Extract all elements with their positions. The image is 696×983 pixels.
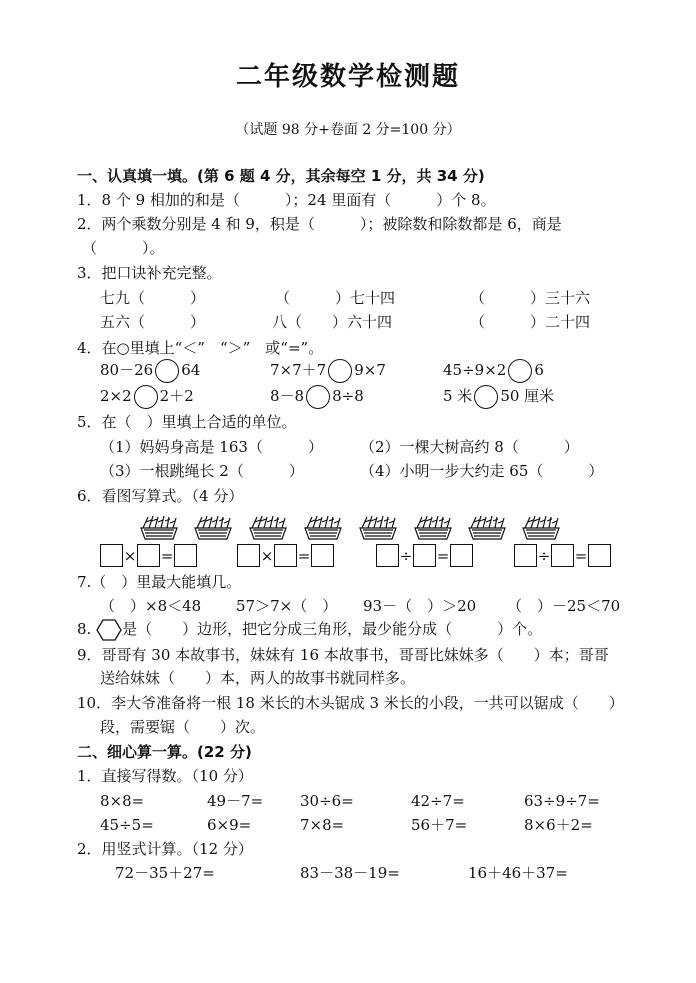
answer-box[interactable]: [237, 544, 260, 567]
compare-circle[interactable]: [155, 359, 179, 383]
q4-left: 8－8: [270, 387, 305, 405]
q4-left: 80－26: [100, 361, 154, 379]
q6-equation: [237, 544, 334, 567]
q6-equation: [376, 544, 473, 567]
question-3-prompt: 3．把口诀补充完整。: [77, 264, 222, 282]
q6-equation: [514, 544, 611, 567]
q6-equation: [100, 544, 197, 567]
q4-right: 6: [534, 361, 544, 379]
calc-item: 6×9=: [207, 816, 252, 834]
answer-box[interactable]: [274, 544, 297, 567]
question-4-prompt: 4．在○里填上“＜” “＞” 或“=”。: [77, 339, 324, 357]
answer-box[interactable]: [311, 544, 334, 567]
vertical-calc-item: 72－35＋27=: [115, 864, 215, 882]
compare-circle[interactable]: [508, 359, 532, 383]
calc-item: 7×8=: [300, 816, 345, 834]
q7-item: 93－（ ）＞20: [363, 597, 477, 615]
calc-item: 63÷9÷7=: [524, 792, 600, 810]
question-9-line1: 9．哥哥有 30 本故事书，妹妹有 16 本故事书，哥哥比妹妹多（ ）本；哥哥: [77, 646, 609, 664]
q3-item: （ ）七十四: [275, 289, 396, 307]
calc-item: 56＋7=: [411, 816, 468, 834]
q4-left: 45÷9×2: [443, 361, 507, 379]
section1-heading: 一、认真填一填。(第 6 题 4 分，其余每空 1 分，共 34 分): [77, 167, 485, 185]
operator: ÷: [537, 546, 551, 565]
answer-box[interactable]: [551, 544, 574, 567]
q4-right: 8÷8: [332, 387, 364, 405]
question-5-prompt: 5．在（ ）里填上合适的单位。: [77, 413, 297, 431]
answer-box[interactable]: [514, 544, 537, 567]
vertical-calc-item: 16＋46＋37=: [468, 864, 568, 882]
calc-item: 42÷7=: [411, 792, 465, 810]
question-10-line1: 10．李大爷准备将一根 18 米长的木头锯成 3 米长的小段，一共可以锯成（ ）: [77, 694, 624, 712]
compare-circle[interactable]: [306, 385, 330, 409]
basket-of-vegetables-icon: [192, 514, 234, 540]
q5-item: （4）小明一步大约走 65（ ）: [360, 462, 604, 480]
section2-heading: 二、细心算一算。(22 分): [77, 743, 252, 761]
operator: =: [160, 546, 174, 565]
section2-q2-prompt: 2．用竖式计算。（12 分）: [77, 840, 253, 858]
compare-circle[interactable]: [328, 359, 352, 383]
calc-item: 30÷6=: [300, 792, 354, 810]
operator: =: [574, 546, 588, 565]
answer-box[interactable]: [413, 544, 436, 567]
vertical-calc-item: 83－38－19=: [300, 864, 400, 882]
question-10-line2: 段，需要锯（ ）次。: [100, 718, 266, 736]
q5-item: （2）一棵大树高约 8（ ）: [360, 438, 579, 456]
answer-box[interactable]: [450, 544, 473, 567]
question-8: [77, 619, 542, 641]
basket-of-vegetables-icon: [138, 514, 180, 540]
q3-item: （ ）三十六: [470, 289, 591, 307]
basket-of-vegetables-icon: [357, 514, 399, 540]
q4-left: 5 米: [443, 387, 473, 405]
q4-compare: [100, 359, 200, 383]
operator: ÷: [399, 546, 413, 565]
answer-box[interactable]: [100, 544, 123, 567]
answer-box[interactable]: [376, 544, 399, 567]
compare-circle[interactable]: [474, 385, 498, 409]
calc-item: 45÷5=: [100, 816, 154, 834]
calc-item: 8×8=: [100, 792, 145, 810]
basket-of-vegetables-icon: [520, 514, 562, 540]
operator: =: [297, 546, 311, 565]
question-9-line2: 送给妹妹（ ）本，两人的故事书就同样多。: [100, 669, 416, 687]
answer-box[interactable]: [137, 544, 160, 567]
q4-right: 9×7: [354, 361, 386, 379]
question-7-prompt: 7.（ ）里最大能填几。: [77, 573, 242, 591]
page-title: 二年级数学检测题: [235, 62, 460, 92]
q4-left: 2×2: [100, 387, 132, 405]
question-6-prompt: 6．看图写算式。（4 分）: [77, 487, 244, 505]
q7-item: （ ）－25＜70: [507, 597, 621, 615]
q8-text: 是（ ）边形，把它分成三角形，最少能分成（ ）个。: [122, 620, 543, 638]
calc-item: 49－7=: [207, 792, 264, 810]
operator: ×: [260, 546, 274, 565]
question-1: 1．8 个 9 相加的和是（ ）；24 里面有（ ）个 8。: [77, 191, 496, 209]
q4-compare: [443, 359, 544, 383]
q4-right: 50 厘米: [500, 387, 555, 405]
q4-right: 64: [181, 361, 201, 379]
hexagon-icon: [96, 619, 122, 641]
q3-item: 五六（ ）: [100, 313, 206, 331]
q4-compare: [270, 359, 386, 383]
question-2-line2: （ ）。: [82, 239, 165, 257]
basket-of-vegetables-icon: [247, 514, 289, 540]
q4-compare: [443, 385, 554, 409]
answer-box[interactable]: [174, 544, 197, 567]
operator: =: [436, 546, 450, 565]
answer-box[interactable]: [588, 544, 611, 567]
calc-item: 8×6＋2=: [524, 816, 593, 834]
basket-of-vegetables-icon: [412, 514, 454, 540]
q4-compare: [100, 385, 194, 409]
q3-item: 七九（ ）: [100, 289, 206, 307]
basket-of-vegetables-icon: [302, 514, 344, 540]
q5-item: （1）妈妈身高是 163（ ）: [100, 438, 323, 456]
compare-circle[interactable]: [134, 385, 158, 409]
q8-number: 8.: [77, 620, 92, 638]
question-2-line1: 2．两个乘数分别是 4 和 9，积是（ ）；被除数和除数都是 6，商是: [77, 215, 562, 233]
page-subtitle: （试题 98 分+卷面 2 分=100 分）: [235, 122, 461, 138]
q7-item: 57＞7×（ ）: [236, 597, 338, 615]
q5-item: （3）一根跳绳长 2（ ）: [100, 462, 304, 480]
basket-of-vegetables-icon: [466, 514, 508, 540]
q4-left: 7×7＋7: [270, 361, 327, 379]
q7-item: （ ）×8＜48: [100, 597, 202, 615]
q4-right: 2＋2: [159, 387, 194, 405]
section2-q1-prompt: 1．直接写得数。（10 分）: [77, 767, 253, 785]
q4-compare: [270, 385, 364, 409]
q3-item: （ ）二十四: [470, 313, 591, 331]
operator: ×: [123, 546, 137, 565]
q3-item: 八（ ）六十四: [272, 313, 393, 331]
